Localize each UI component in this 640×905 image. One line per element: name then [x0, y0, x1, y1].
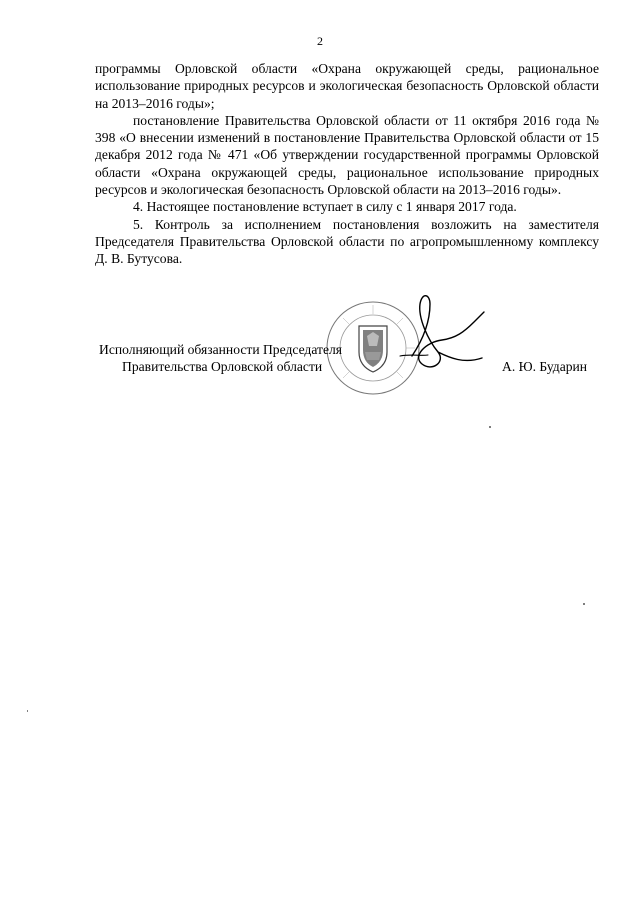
paragraph-resolution-reference: постановление Правительства Орловской области от 11 октября 2016 года № 398 «О внесении изменений в постановление Правительства Орловской области от 15 декабря 2012 года № 471 «Об утверждении государственной программы Орловской области «Охрана окружающей среды, рациональное использование природных ресурсов и экологическая безопасность Орловской области на 2013–2016 годы». [95, 112, 599, 198]
signer-name: А. Ю. Бударин [502, 359, 588, 374]
scan-speck [27, 710, 28, 712]
page-number: 2 [317, 34, 323, 48]
signer-title-line-2: Правительства Орловской области [122, 359, 323, 374]
paragraph-continuation: программы Орловской области «Охрана окружающей среды, рациональное использование природных ресурсов и экологическая безопасность Орловской области на 2013–2016 годы»; [95, 61, 599, 111]
signer-title-line-1: Исполняющий обязанности Председателя [99, 342, 343, 357]
scan-speck [583, 603, 585, 605]
paragraph-item-4: 4. Настоящее постановление вступает в силу с 1 января 2017 года. [133, 199, 517, 215]
paragraph-item-5: 5. Контроль за исполнением постановления возложить на заместителя Председателя Правительства Орловской области по агропромышленному комплексу Д. В. Бутусова. [95, 216, 599, 267]
document-body [95, 60, 599, 268]
handwritten-signature [398, 286, 490, 386]
scan-speck [489, 426, 491, 428]
